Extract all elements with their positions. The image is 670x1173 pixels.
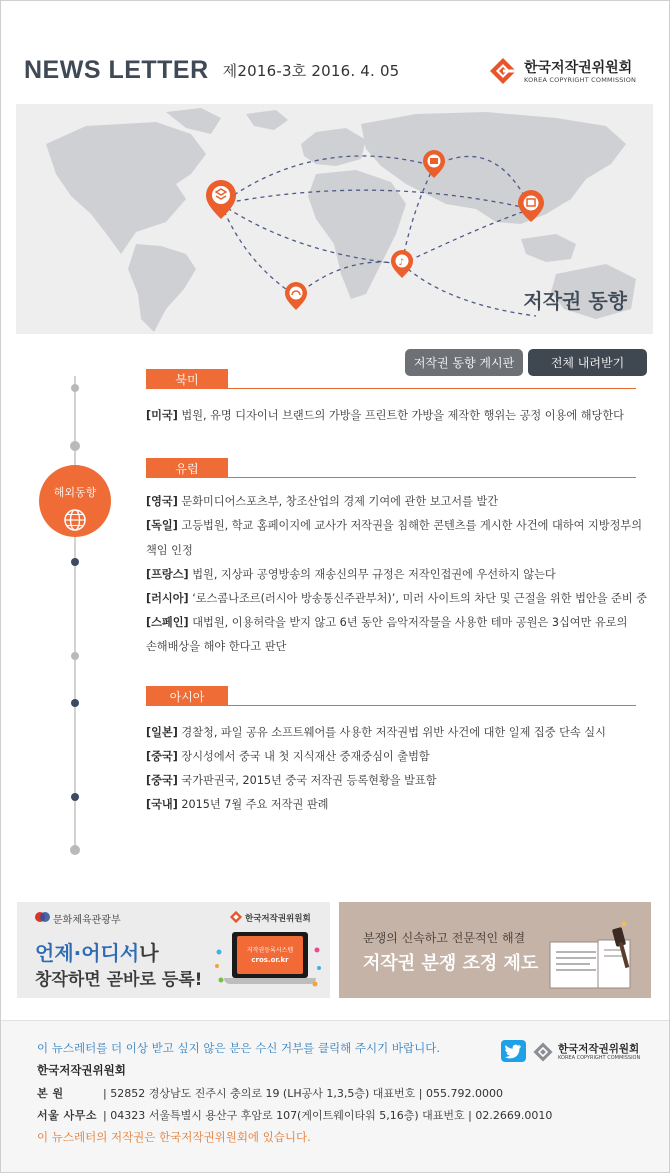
screen-title: 저작권등록시스템 bbox=[246, 947, 294, 954]
footer-logo-sub: KOREA COPYRIGHT COMMISSION bbox=[558, 1055, 641, 1061]
overseas-trends-badge bbox=[39, 465, 111, 537]
overseas-trends-label: 해외동향 bbox=[53, 486, 97, 499]
section-tab-north-america[interactable]: 북미 bbox=[146, 369, 228, 389]
banner-org-name: 한국저작권위원회 bbox=[245, 914, 311, 924]
news-item[interactable] bbox=[146, 408, 624, 424]
news-item[interactable] bbox=[146, 615, 627, 631]
news-item-tag: [영국] bbox=[146, 495, 178, 508]
footer-logo-name: 한국저작권위원회 bbox=[558, 1043, 640, 1055]
news-item[interactable] bbox=[146, 797, 328, 813]
news-item-text: 문화미디어스포츠부, 창조산업의 경제 기여에 관한 보고서를 발간 bbox=[177, 495, 499, 508]
section-header-north-america bbox=[146, 369, 636, 389]
banner-headline-rest: 나 bbox=[139, 941, 159, 965]
news-item-text: 경찰청, 파일 공유 소프트웨어를 사용한 저작권법 위반 사건에 대한 일제 집중 단속 실시 bbox=[177, 726, 606, 739]
news-item[interactable] bbox=[146, 749, 430, 765]
news-item[interactable] bbox=[146, 518, 642, 534]
download-all-button[interactable]: 전체 내려받기 bbox=[528, 349, 647, 376]
timeline-dot bbox=[71, 793, 79, 801]
news-item-tag: [미국] bbox=[146, 409, 178, 422]
news-item[interactable] bbox=[146, 773, 437, 789]
timeline-dot bbox=[71, 384, 79, 392]
news-item-text: 대법원, 이용허락을 받지 않고 6년 동안 음악저작물을 사용한 테마 공원은 3십여만 유로의 bbox=[188, 616, 628, 629]
news-item-text: 법원, 지상파 공영방송의 재송신의무 규정은 저작인접권에 우선하지 않는다 bbox=[188, 568, 556, 581]
org-logo-icon bbox=[488, 56, 518, 86]
svg-text:♪: ♪ bbox=[398, 258, 405, 268]
news-item-tag: [일본] bbox=[146, 726, 178, 739]
banner-headline bbox=[35, 937, 159, 966]
section-tab-europe[interactable]: 유럽 bbox=[146, 458, 228, 478]
org-logo[interactable] bbox=[488, 54, 648, 90]
main-office-label: 본 원 bbox=[37, 1087, 64, 1100]
timeline-dot bbox=[70, 441, 80, 451]
timeline-dot bbox=[71, 652, 79, 660]
timeline-dot bbox=[71, 558, 79, 566]
section-header-europe bbox=[146, 458, 636, 478]
twitter-button[interactable] bbox=[501, 1040, 526, 1062]
main-office-address bbox=[37, 1085, 503, 1101]
hero-title: 저작권 동향 bbox=[523, 289, 627, 313]
section-header-asia bbox=[146, 686, 636, 706]
news-item-tag: [프랑스] bbox=[146, 568, 189, 581]
dispute-title: 저작권 분쟁 조정 제도 bbox=[363, 953, 539, 974]
banner-headline-2: 창작하면 곧바로 등록! bbox=[35, 970, 203, 990]
news-item-text: 법원, 유명 디자이너 브랜드의 가방을 프린트한 가방을 제작한 행위는 공정 이용에 해당한다 bbox=[177, 409, 624, 422]
org-logo-sub: KOREA COPYRIGHT COMMISSION bbox=[524, 76, 637, 84]
news-item-tag: [스페인] bbox=[146, 616, 189, 629]
footer-org-logo-icon bbox=[532, 1041, 554, 1063]
seoul-office-label: 서울 사무소 bbox=[37, 1109, 97, 1122]
screen-url: cros.or.kr bbox=[251, 956, 289, 964]
gavel-document-icon bbox=[544, 922, 644, 994]
news-item[interactable] bbox=[146, 725, 606, 741]
globe-icon bbox=[63, 508, 87, 532]
decorative-dots-icon bbox=[213, 944, 323, 994]
banner-headline-accent: 언제·어디서 bbox=[35, 941, 140, 965]
news-item-text: 고등법원, 학교 홈페이지에 교사가 저작권을 침해한 콘텐츠를 게시한 사건에 대하여 지방정부의 bbox=[177, 519, 642, 532]
news-item-tag: [중국] bbox=[146, 750, 178, 763]
news-item[interactable] bbox=[146, 494, 498, 510]
news-item[interactable] bbox=[146, 591, 647, 607]
news-item[interactable] bbox=[146, 567, 556, 583]
copyright-notice: 이 뉴스레터의 저작권은 한국저작권위원회에 있습니다. bbox=[37, 1130, 311, 1144]
dispute-mediation-banner[interactable] bbox=[339, 902, 651, 998]
news-item-text: ‘로스콤나조르(러시아 방송통신주관부처)’, 미러 사이트의 차단 및 근절을 위한 법안을 준비 중 bbox=[188, 592, 648, 605]
unsubscribe-link[interactable]: 이 뉴스레터를 더 이상 받고 싶지 않은 분은 수신 거부를 클릭해 주시기 바랍니다. bbox=[37, 1041, 441, 1055]
timeline-dot bbox=[71, 699, 79, 707]
news-item-continuation[interactable]: 책임 인정 bbox=[146, 544, 193, 557]
registration-banner[interactable] bbox=[17, 902, 330, 998]
seoul-office-address bbox=[37, 1107, 552, 1123]
news-item-tag: [러시아] bbox=[146, 592, 189, 605]
main-office-text: | 52852 경상남도 진주시 충의로 19 (LH공사 1,3,5층) 대표번호 | 055.792.0000 bbox=[103, 1087, 503, 1100]
dispute-subtitle: 분쟁의 신속하고 전문적인 해결 bbox=[363, 931, 526, 945]
ministry-emblem-icon bbox=[35, 910, 51, 924]
news-item-text: 2015년 7월 주요 저작권 판례 bbox=[177, 798, 329, 811]
timeline-dot bbox=[70, 845, 80, 855]
ministry-name: 문화체육관광부 bbox=[53, 915, 121, 926]
section-tab-asia[interactable]: 아시아 bbox=[146, 686, 228, 706]
news-item-continuation[interactable]: 손해배상을 해야 한다고 판단 bbox=[146, 640, 287, 653]
org-logo-name: 한국저작권위원회 bbox=[524, 60, 633, 76]
issue-number: 제2016-3호 2016. 4. 05 bbox=[222, 61, 400, 80]
news-item-text: 국가판권국, 2015년 중국 저작권 등록현황을 발표함 bbox=[177, 774, 437, 787]
footer-org-logo[interactable] bbox=[532, 1040, 642, 1066]
twitter-icon bbox=[501, 1040, 526, 1062]
org-logo-small-icon bbox=[229, 910, 243, 924]
footer-org-name: 한국저작권위원회 bbox=[37, 1063, 126, 1077]
news-item-tag: [국내] bbox=[146, 798, 178, 811]
hero-world-map bbox=[16, 104, 653, 334]
news-item-tag: [중국] bbox=[146, 774, 178, 787]
newsletter-header bbox=[24, 54, 399, 86]
news-item-text: 장시성에서 중국 내 첫 지식재산 중재중심이 출범함 bbox=[177, 750, 430, 763]
seoul-office-text: | 04323 서울특별시 용산구 후암로 107(게이트웨이타워 5,16층) 대표번호 | 02.2669.0010 bbox=[103, 1109, 553, 1122]
copyright-board-button[interactable]: 저작권 동향 게시판 bbox=[405, 349, 523, 376]
newsletter-title: NEWS LETTER bbox=[24, 55, 209, 84]
news-item-tag: [독일] bbox=[146, 519, 178, 532]
